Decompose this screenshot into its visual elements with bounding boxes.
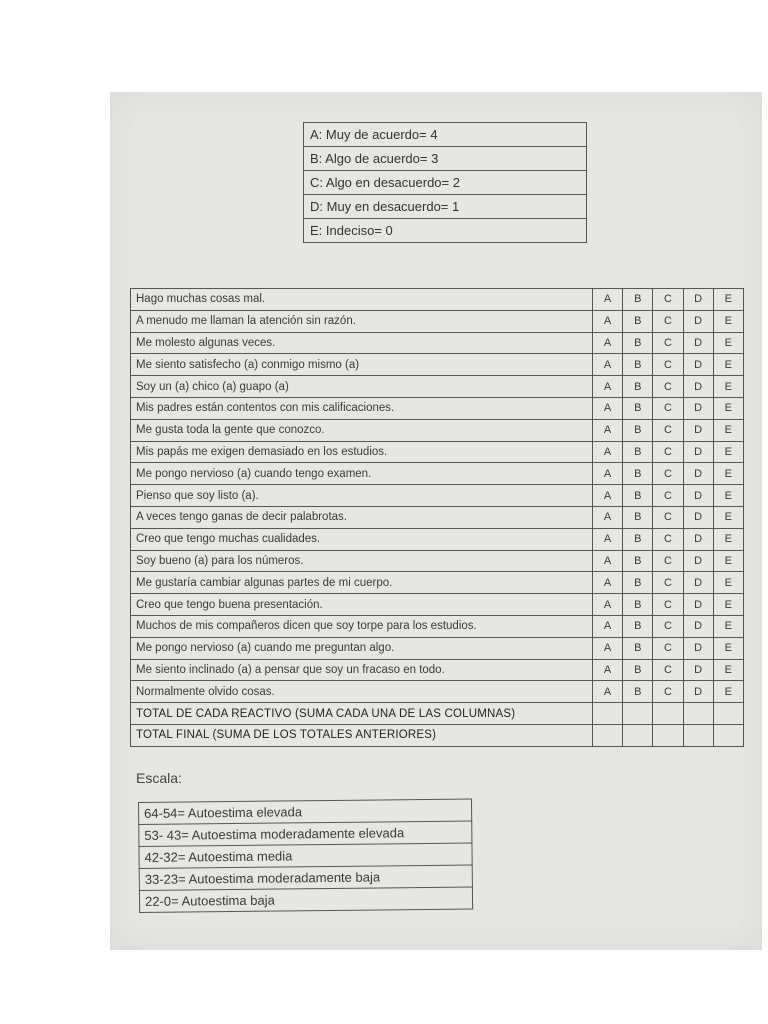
answer-option-c[interactable]: C [653,332,683,354]
answer-option-b[interactable]: B [623,354,653,376]
answer-option-a[interactable]: A [593,463,623,485]
question-row [131,594,744,616]
answer-option-d[interactable]: D [683,397,713,419]
answer-option-c[interactable]: C [653,550,683,572]
scale-title: Escala: [136,770,182,786]
answer-legend-table [303,122,587,243]
answer-option-b[interactable]: B [623,463,653,485]
answer-option-d[interactable]: D [683,441,713,463]
answer-option-d[interactable]: D [683,485,713,507]
answer-option-a[interactable]: A [593,681,623,703]
answer-option-a[interactable]: A [593,376,623,398]
answer-option-c[interactable]: C [653,289,683,311]
scale-item: 53- 43= Autoestima moderadamente elevada [139,821,472,846]
answer-option-e[interactable]: E [713,528,743,550]
question-text: Me gustaría cambiar algunas partes de mi cuerpo. [131,572,593,594]
question-text: A menudo me llaman la atención sin razón. [131,310,593,332]
total-cell[interactable] [713,703,743,725]
answer-option-d[interactable]: D [683,506,713,528]
answer-option-a[interactable]: A [593,310,623,332]
total-label: TOTAL FINAL (SUMA DE LOS TOTALES ANTERIORES) [131,724,593,746]
answer-option-c[interactable]: C [653,637,683,659]
answer-option-b[interactable]: B [623,528,653,550]
total-cell[interactable] [593,703,623,725]
answer-option-b[interactable]: B [623,594,653,616]
answer-option-c[interactable]: C [653,594,683,616]
answer-option-a[interactable]: A [593,289,623,311]
answer-option-d[interactable]: D [683,594,713,616]
answer-option-a[interactable]: A [593,354,623,376]
total-label: TOTAL DE CADA REACTIVO (SUMA CADA UNA DE LAS COLUMNAS) [131,703,593,725]
answer-option-c[interactable]: C [653,310,683,332]
answer-option-a[interactable]: A [593,485,623,507]
answer-option-e[interactable]: E [713,594,743,616]
total-cell[interactable] [623,703,653,725]
answer-option-b[interactable]: B [623,376,653,398]
answer-option-e[interactable]: E [713,506,743,528]
answer-option-d[interactable]: D [683,376,713,398]
legend-row [304,147,587,171]
question-text: Mis papás me exigen demasiado en los estudios. [131,441,593,463]
answer-option-c[interactable]: C [653,572,683,594]
scale-item: 64-54= Autoestima elevada [139,799,472,824]
question-row [131,354,744,376]
legend-row [304,219,587,243]
answer-option-c[interactable]: C [653,681,683,703]
total-cell[interactable] [713,724,743,746]
answer-option-e[interactable]: E [713,289,743,311]
answer-option-e[interactable]: E [713,441,743,463]
answer-option-a[interactable]: A [593,397,623,419]
answer-option-b[interactable]: B [623,397,653,419]
answer-option-c[interactable]: C [653,376,683,398]
question-text: Soy un (a) chico (a) guapo (a) [131,376,593,398]
answer-option-c[interactable]: C [653,615,683,637]
question-row [131,441,744,463]
question-text: Me pongo nervioso (a) cuando tengo examen. [131,463,593,485]
scale-table [138,799,473,913]
question-text: Creo que tengo muchas cualidades. [131,528,593,550]
answer-option-d[interactable]: D [683,310,713,332]
answer-option-d[interactable]: D [683,681,713,703]
total-row [131,703,744,725]
question-row [131,310,744,332]
answer-option-d[interactable]: D [683,354,713,376]
question-text: A veces tengo ganas de decir palabrotas. [131,506,593,528]
question-text: Normalmente olvido cosas. [131,681,593,703]
answer-option-d[interactable]: D [683,419,713,441]
answer-option-b[interactable]: B [623,332,653,354]
answer-option-e[interactable]: E [713,637,743,659]
question-row [131,637,744,659]
legend-row [304,195,587,219]
question-text: Me siento satisfecho (a) conmigo mismo (a) [131,354,593,376]
question-text: Soy bueno (a) para los números. [131,550,593,572]
question-text: Me pongo nervioso (a) cuando me preguntan algo. [131,637,593,659]
question-text: Me gusta toda la gente que conozco. [131,419,593,441]
answer-option-e[interactable]: E [713,550,743,572]
answer-option-e[interactable]: E [713,659,743,681]
answer-option-c[interactable]: C [653,659,683,681]
answer-option-d[interactable]: D [683,550,713,572]
legend-item: D: Muy en desacuerdo= 1 [304,195,587,219]
answer-option-e[interactable]: E [713,397,743,419]
question-row [131,528,744,550]
answer-option-c[interactable]: C [653,506,683,528]
document-page [110,92,762,950]
answer-option-a[interactable]: A [593,659,623,681]
answer-option-b[interactable]: B [623,637,653,659]
question-row [131,397,744,419]
question-row [131,485,744,507]
total-cell[interactable] [653,724,683,746]
answer-option-e[interactable]: E [713,463,743,485]
answer-option-a[interactable]: A [593,637,623,659]
answer-option-d[interactable]: D [683,528,713,550]
answer-option-c[interactable]: C [653,397,683,419]
answer-option-a[interactable]: A [593,594,623,616]
legend-item: A: Muy de acuerdo= 4 [304,123,587,147]
answer-option-d[interactable]: D [683,659,713,681]
question-text: Muchos de mis compañeros dicen que soy torpe para los estudios. [131,615,593,637]
answer-option-a[interactable]: A [593,419,623,441]
total-cell[interactable] [593,724,623,746]
answer-option-d[interactable]: D [683,463,713,485]
question-row [131,376,744,398]
legend-row [304,171,587,195]
question-row [131,506,744,528]
answer-option-e[interactable]: E [713,485,743,507]
total-cell[interactable] [683,724,713,746]
answer-option-d[interactable]: D [683,332,713,354]
answer-option-b[interactable]: B [623,572,653,594]
answer-option-c[interactable]: C [653,485,683,507]
question-text: Me molesto algunas veces. [131,332,593,354]
answer-option-e[interactable]: E [713,332,743,354]
answer-option-a[interactable]: A [593,528,623,550]
scale-item: 33-23= Autoestima moderadamente baja [139,865,472,890]
answer-option-b[interactable]: B [623,441,653,463]
answer-option-e[interactable]: E [713,354,743,376]
answer-option-e[interactable]: E [713,376,743,398]
answer-option-c[interactable]: C [653,354,683,376]
questionnaire-table [130,288,744,747]
answer-option-c[interactable]: C [653,441,683,463]
question-text: Me siento inclinado (a) a pensar que soy un fracaso en todo. [131,659,593,681]
answer-option-b[interactable]: B [623,485,653,507]
answer-option-b[interactable]: B [623,289,653,311]
legend-row [304,123,587,147]
total-cell[interactable] [623,724,653,746]
answer-option-d[interactable]: D [683,615,713,637]
answer-option-b[interactable]: B [623,419,653,441]
answer-option-c[interactable]: C [653,419,683,441]
question-row [131,550,744,572]
answer-option-e[interactable]: E [713,310,743,332]
legend-item: B: Algo de acuerdo= 3 [304,147,587,171]
question-row [131,681,744,703]
legend-item: E: Indeciso= 0 [304,219,587,243]
scale-row [139,887,472,912]
question-row [131,289,744,311]
question-row [131,659,744,681]
total-cell[interactable] [653,703,683,725]
question-text: Pienso que soy listo (a). [131,485,593,507]
answer-option-b[interactable]: B [623,550,653,572]
total-cell[interactable] [683,703,713,725]
total-row [131,724,744,746]
answer-option-e[interactable]: E [713,681,743,703]
answer-option-c[interactable]: C [653,528,683,550]
answer-option-a[interactable]: A [593,615,623,637]
question-text: Mis padres están contentos con mis calificaciones. [131,397,593,419]
answer-option-a[interactable]: A [593,506,623,528]
answer-option-b[interactable]: B [623,615,653,637]
answer-option-a[interactable]: A [593,441,623,463]
question-text: Hago muchas cosas mal. [131,289,593,311]
answer-option-e[interactable]: E [713,419,743,441]
answer-option-b[interactable]: B [623,659,653,681]
answer-option-c[interactable]: C [653,463,683,485]
answer-option-b[interactable]: B [623,681,653,703]
question-row [131,332,744,354]
answer-option-a[interactable]: A [593,572,623,594]
question-row [131,463,744,485]
answer-option-b[interactable]: B [623,506,653,528]
answer-option-d[interactable]: D [683,289,713,311]
scale-item: 22-0= Autoestima baja [139,887,472,912]
answer-option-e[interactable]: E [713,615,743,637]
question-text: Creo que tengo buena presentación. [131,594,593,616]
question-row [131,419,744,441]
legend-item: C: Algo en desacuerdo= 2 [304,171,587,195]
question-row [131,572,744,594]
answer-option-e[interactable]: E [713,572,743,594]
answer-option-a[interactable]: A [593,550,623,572]
answer-option-d[interactable]: D [683,572,713,594]
scale-item: 42-32= Autoestima media [139,843,472,868]
question-row [131,615,744,637]
answer-option-a[interactable]: A [593,332,623,354]
answer-option-d[interactable]: D [683,637,713,659]
answer-option-b[interactable]: B [623,310,653,332]
